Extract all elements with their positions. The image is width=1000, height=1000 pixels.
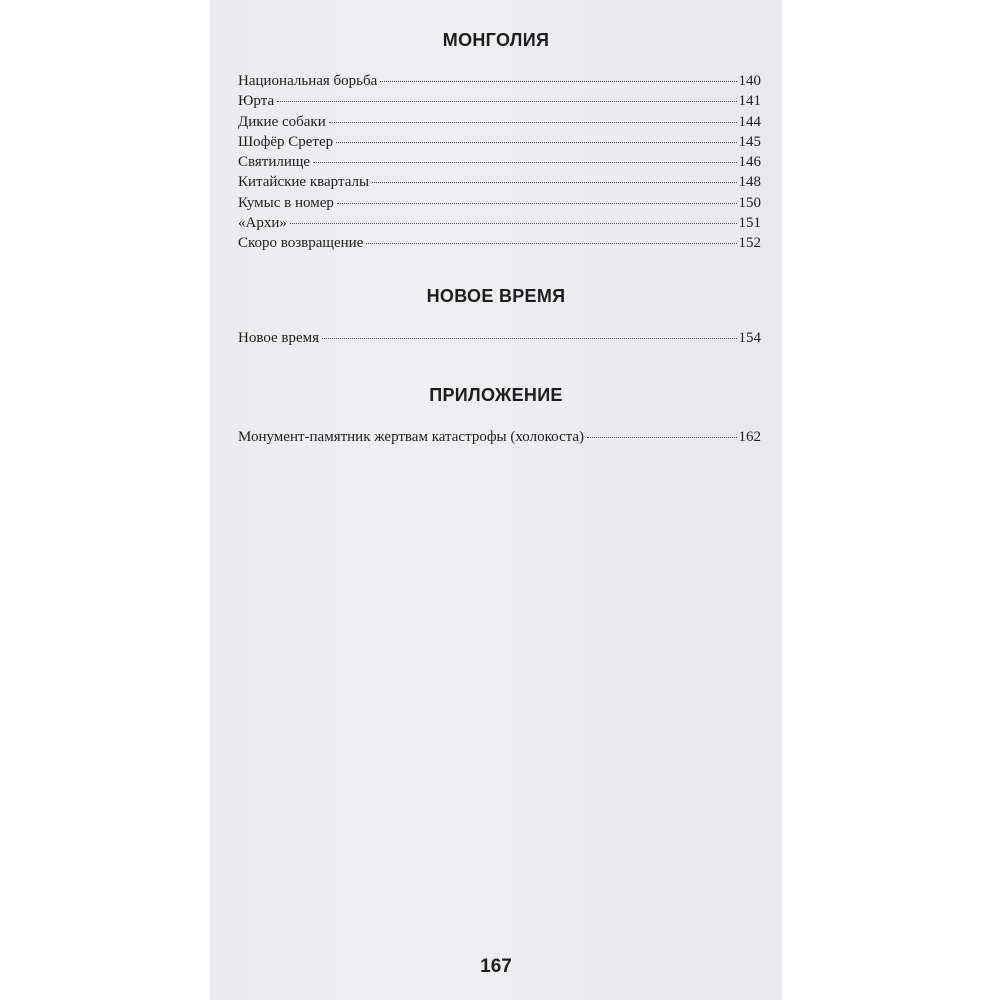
toc-entry	[238, 427, 761, 447]
toc-entry	[238, 112, 761, 132]
dot-leader	[587, 437, 736, 438]
toc-entry-page: 146	[738, 154, 761, 171]
toc-list-mongolia	[238, 71, 761, 254]
toc-entry-title: Монумент-памятник жертвам катастрофы (холокоста)	[238, 429, 585, 445]
dot-leader	[366, 243, 736, 244]
dot-leader	[290, 223, 737, 224]
dot-leader	[322, 338, 736, 339]
toc-entry-page: 152	[738, 235, 761, 252]
dot-leader	[372, 182, 736, 183]
dot-leader	[380, 81, 736, 82]
dot-leader	[329, 122, 737, 123]
page-number: 167	[480, 956, 512, 977]
toc-entry-page: 150	[738, 194, 761, 211]
toc-entry-title: Шофёр Сретер	[238, 133, 334, 150]
section-title-appendix: ПРИЛОЖЕНИЕ	[429, 385, 563, 405]
toc-entry	[238, 172, 761, 192]
toc-entry	[238, 328, 761, 348]
toc-list-appendix	[238, 427, 761, 447]
toc-entry-page: 148	[738, 174, 761, 191]
toc-entry-page: 151	[738, 215, 761, 232]
toc-entry-title: Кумыс в номер	[238, 194, 334, 211]
dot-leader	[277, 101, 736, 102]
toc-entry-page: 144	[738, 113, 761, 130]
toc-entry	[238, 71, 761, 91]
toc-list-new-time	[238, 328, 761, 348]
toc-entry-title: Дикие собаки	[238, 113, 326, 130]
toc-entry-title: Святилище	[238, 154, 311, 171]
section-title-mongolia: МОНГОЛИЯ	[442, 30, 550, 50]
section-title-new-time: НОВОЕ ВРЕМЯ	[426, 286, 566, 306]
toc-entry-page: 162	[738, 429, 761, 445]
toc-entry-page: 145	[738, 133, 761, 150]
toc-entry-page: 154	[738, 330, 761, 346]
toc-entry-title: «Архи»	[238, 215, 287, 232]
dot-leader	[313, 162, 736, 163]
toc-entry-title: Скоро возвращение	[238, 235, 364, 252]
dot-leader	[337, 203, 737, 204]
toc-entry	[238, 193, 761, 213]
toc-entry	[238, 213, 761, 233]
toc-entry-page: 141	[738, 93, 761, 110]
toc-entry	[238, 91, 761, 111]
toc-entry	[238, 132, 761, 152]
toc-entry-title: Национальная борьба	[238, 73, 378, 89]
toc-entry-title: Китайские кварталы	[238, 174, 370, 191]
toc-entry	[238, 152, 761, 172]
toc-entry	[238, 233, 761, 253]
toc-entry-page: 140	[738, 73, 761, 89]
dot-leader	[336, 142, 736, 143]
toc-entry-title: Новое время	[238, 330, 320, 346]
book-page	[210, 0, 782, 1000]
toc-entry-title: Юрта	[238, 93, 275, 110]
